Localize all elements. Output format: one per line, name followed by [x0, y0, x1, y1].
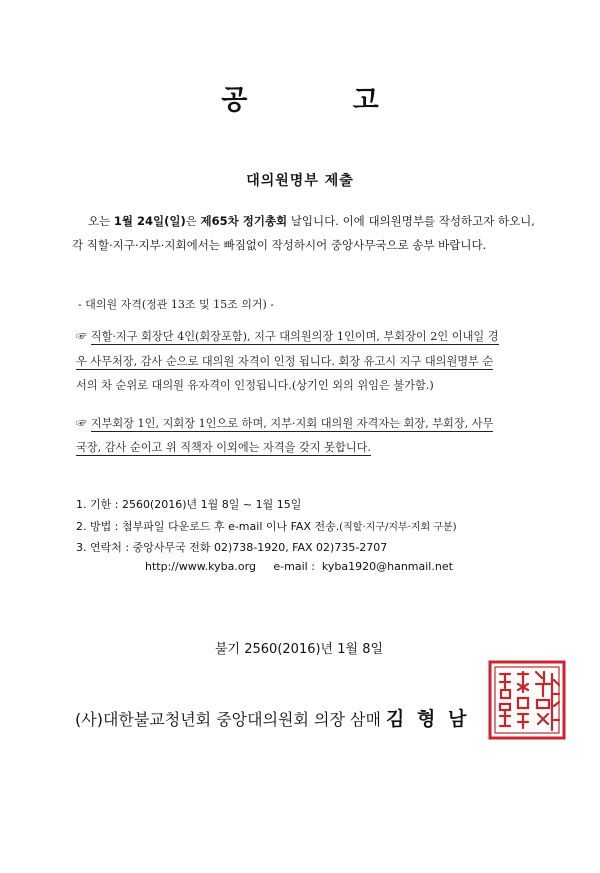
note-1-line-2 — [76, 353, 493, 369]
contact-item: 3. 연락처 : 중앙사무국 전화 02)738-1920, FAX 02)735-2707 — [76, 541, 388, 554]
intro-text: 은 — [185, 214, 201, 228]
note-text: 국장, 감사 순이고 위 직책자 이외에는 자격을 갖지 못합니다. — [76, 441, 371, 454]
pointing-hand-icon: ☞ — [76, 417, 88, 430]
issue-date: 불기 2560(2016)년 1월 8일 — [215, 642, 384, 657]
method-note: (직할·지구/지부·지회 구분) — [339, 522, 457, 533]
notice-title: 공 고 — [221, 85, 427, 116]
notice-subtitle: 대의원명부 제출 — [246, 173, 354, 189]
intro-text: 오는 — [88, 214, 114, 228]
meeting-date: 1월 24일(일) — [113, 214, 186, 228]
qualification-heading: - 대의원 자격(정관 13조 및 15조 의거) - — [78, 298, 274, 311]
deadline-item: 1. 기한 : 2560(2016)년 1월 8일 ~ 1월 15일 — [76, 498, 302, 511]
intro-line-1 — [88, 213, 535, 229]
note-1-line-1 — [76, 328, 499, 344]
note-text: 서의 차 순위로 대의원 유자격이 인정됩니다.(상기인 외의 위임은 불가함.) — [76, 379, 434, 392]
note-2-line-2 — [76, 439, 371, 455]
official-seal-icon — [488, 660, 566, 740]
pointing-hand-icon: ☞ — [76, 330, 88, 343]
organization-text: (사)대한불교청년회 중앙대의원회 의장 삼매 — [75, 710, 387, 729]
note-1-line-3 — [76, 377, 434, 393]
note-text: 지부회장 1인, 지회장 1인으로 하며, 지부·지회 대의원 자격자는 회장, 부회장, 사무 — [90, 417, 494, 430]
website-email-line: http://www.kyba.org e-mail : kyba1920@hanmail.net — [145, 560, 453, 573]
method-item — [76, 518, 457, 534]
chairman-name: 김 형 남 — [386, 708, 470, 730]
note-text: 우 사무처장, 감사 순으로 대의원 자격이 인정 됩니다. 회장 유고시 지구 대의원명부 순 — [76, 355, 494, 368]
organization-signature — [75, 704, 469, 731]
method-text: 2. 방법 : 첨부파일 다운로드 후 e-mail 이나 FAX 전송. — [76, 520, 340, 533]
intro-text: 날입니다. 이에 대의원명부를 작성하고자 하오니, — [287, 214, 535, 228]
note-2-line-1 — [76, 415, 493, 431]
note-text: 직할·지구 회장단 4인(회장포함), 지구 대의원의장 1인이며, 부회장이 2인 이내일 경 — [90, 330, 499, 343]
meeting-name: 제65차 정기총회 — [200, 214, 288, 228]
intro-line-2: 각 직할·지구·지부·지회에서는 빠짐없이 작성하시어 중앙사무국으로 송부 바랍니다. — [72, 238, 487, 252]
